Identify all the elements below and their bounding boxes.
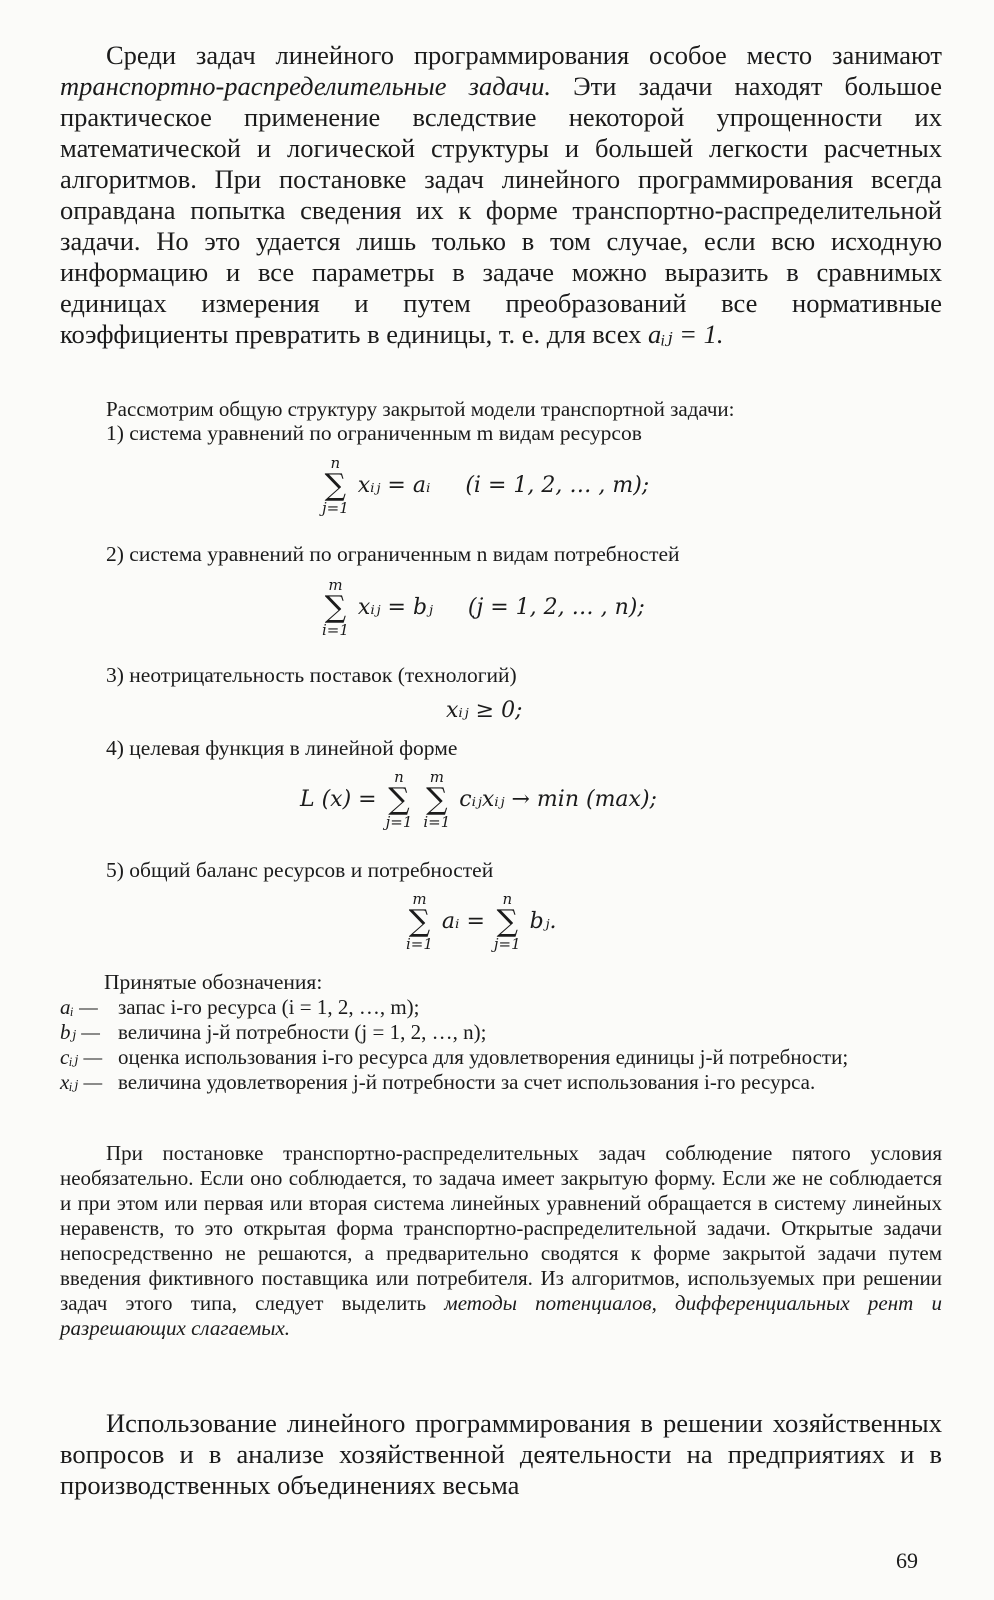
open-closed-paragraph: [60, 1141, 942, 1341]
definition-x: xᵢⱼ — величина удовлетворения j-й потребности за счет использования i-го ресурса.: [60, 1070, 816, 1094]
closing-paragraph: Использование линейного программирования в решении хозяйственных вопросов и в анализе хозяйственной деятельности на предприятиях и в производственных объединениях весьма: [60, 1408, 942, 1500]
condition-5: 5) общий баланс ресурсов и потребностей: [106, 858, 494, 882]
sum-symbol: n ∑ j=1: [493, 890, 521, 953]
sum-symbol: m ∑ i=1: [423, 768, 451, 831]
definitions-list: [60, 995, 942, 1095]
intro-paragraph: [60, 40, 942, 350]
structure-intro: Рассмотрим общую структуру закрытой модели транспортной задачи:: [106, 397, 735, 421]
notation-title: Принятые обозначения:: [104, 970, 323, 994]
sum-symbol: m ∑ i=1: [406, 890, 433, 953]
sum-symbol: n ∑ j=1: [385, 768, 413, 831]
condition-3: 3) неотрицательность поставок (технологий): [106, 663, 517, 687]
formula-objective: L (x) = n ∑ j=1 m ∑ i=1 cᵢⱼxᵢⱼ → min (max);: [300, 768, 657, 831]
condition-4: 4) целевая функция в линейной форме: [106, 736, 458, 760]
open-closed-text: При постановке транспортно-распределительных задач соблюдение пятого условия необязательно. Если оно соблюдается, то задача имеет закрытую форму. Если же не соблюдается и при этом или первая или вторая система линейных уравнений обращается в систему линейных неравенств, то это открытая форма транспортно-распределительной задачи. Открытые задачи непосредственно не решаются, а предварительно сводятся к форме закрытой задачи путем введения фиктивного поставщика или потребителя. Из алгоритмов, используемых при решении задач этого типа, следует выделить: [60, 1141, 942, 1315]
condition-2: 2) система уравнений по ограниченным n видам потребностей: [106, 542, 680, 566]
formula-balance: m ∑ i=1 aᵢ = n ∑ j=1 bⱼ.: [406, 890, 557, 953]
definition-a: aᵢ — запас i-го ресурса (i = 1, 2, …, m);: [60, 995, 420, 1019]
formula-resources: n ∑ j=1 xᵢⱼ = aᵢ (i = 1, 2, … , m);: [322, 454, 650, 517]
definition-b: bⱼ — величина j-й потребности (j = 1, 2, …, n);: [60, 1020, 487, 1044]
formula-nonnegative: xᵢⱼ ≥ 0;: [446, 698, 523, 723]
methods-emphasis: методы потенциалов, дифференциальных рент и разрешающих слагаемых.: [60, 1291, 943, 1340]
condition-1: 1) система уравнений по ограниченным m видам ресурсов: [106, 421, 642, 445]
intro-text-rest: Эти задачи находят большое практическое применение вследствие некоторой упрощенности их математической и логической структуры и большей легкости расчетных алгоритмов. При постановке задач линейного программирования всегда оправдана попытка сведения их к форме транспортно-распределительной задачи. Но это удается лишь только в том случае, если всю исходную информацию и все параметры в задаче можно выразить в сравнимых единицах измерения и путем преобразований все нормативные коэффициенты превратить в единицы, т. е. для всех: [60, 71, 942, 349]
formula-needs: m ∑ i=1 xᵢⱼ = bⱼ (j = 1, 2, … , n);: [322, 576, 645, 639]
definition-c: cᵢⱼ — оценка использования i-го ресурса для удовлетворения единицы j-й потребности;: [60, 1045, 849, 1069]
sum-symbol: n ∑ j=1: [322, 454, 349, 517]
sum-symbol: m ∑ i=1: [322, 576, 349, 639]
page-number: 69: [896, 1548, 918, 1573]
intro-emphasis: транспортно-распределительные задачи.: [60, 71, 552, 101]
intro-formula: aᵢⱼ = 1.: [648, 319, 724, 349]
intro-text: Среди задач линейного программирования особое место занимают: [106, 40, 942, 70]
